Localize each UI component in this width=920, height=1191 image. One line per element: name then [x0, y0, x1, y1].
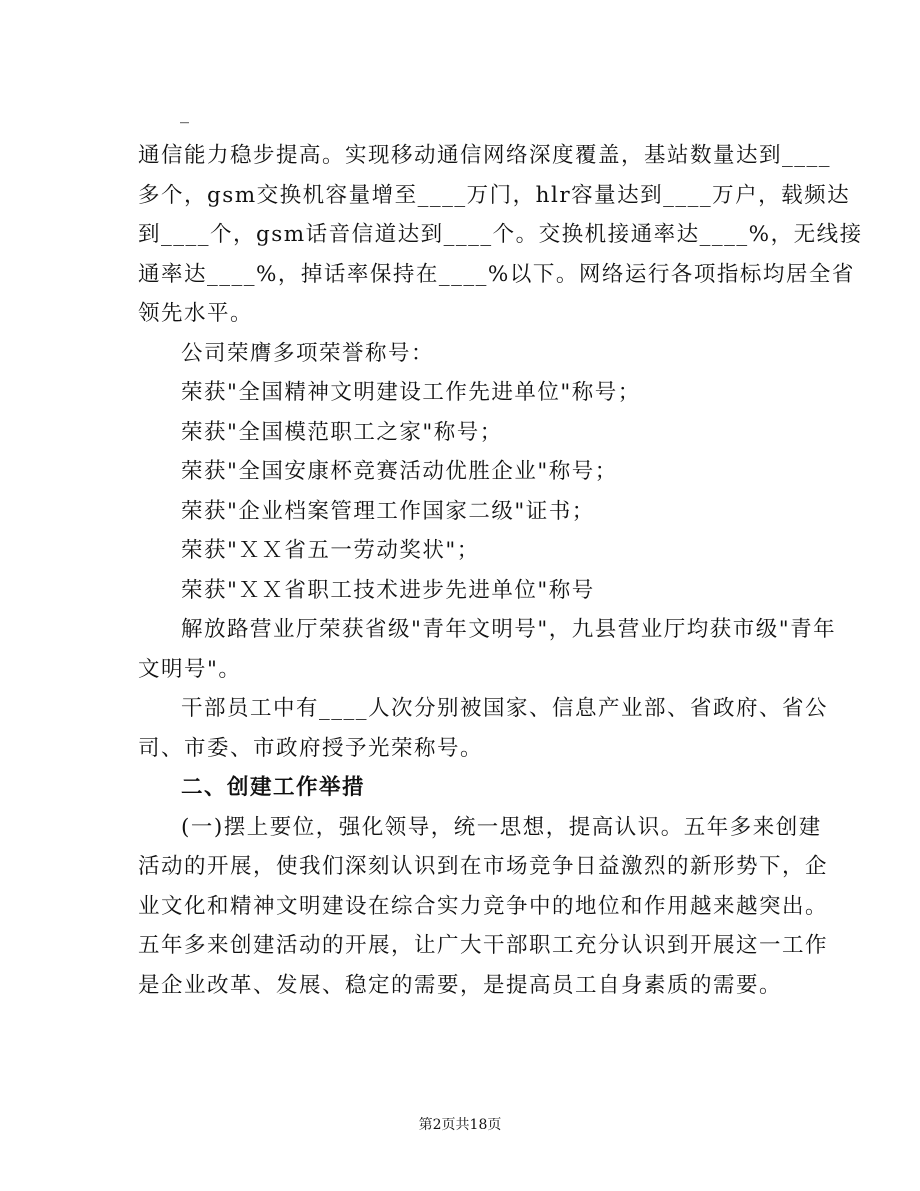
paragraph-staff-honors — [138, 689, 829, 768]
page-number-footer: 第2页共18页 — [418, 1117, 502, 1133]
top-mark: _ — [180, 103, 189, 124]
honor-item: 荣获"全国精神文明建设工作先进单位"称号； — [181, 380, 641, 405]
honor-item: 荣获"ＸＸ省五一劳动奖状"； — [181, 538, 480, 563]
section-heading: 二、创建工作举措 — [181, 775, 366, 800]
honor-item: 荣获"全国模范职工之家"称号； — [181, 419, 503, 445]
paragraph-branch-honors — [138, 610, 837, 689]
text-line: 领先水平。 — [138, 301, 254, 326]
paragraph-measures — [138, 808, 829, 1006]
paragraph-network-capacity — [138, 136, 863, 334]
honor-item: 荣获"企业档案管理工作国家二级"证书； — [181, 498, 595, 524]
text-line: 多个，gsm交换机容量增至____万门，hlr容量达到____万户，载频达 — [138, 182, 851, 208]
text-line: 五年多来创建活动的开展，让广大干部职工充分认识到开展这一工作 — [138, 933, 829, 958]
text-line: 是企业改革、发展、稳定的需要，是提高员工自身素质的需要。 — [138, 972, 783, 998]
honor-item: 荣获"全国安康杯竞赛活动优胜企业"称号； — [181, 459, 618, 484]
text-line: 司、市委、市政府授予光荣称号。 — [138, 735, 484, 761]
text-line: 活动的开展，使我们深刻认识到在市场竞争日益激烈的新形势下，企 — [138, 854, 829, 879]
text-line: (一)摆上要位，强化领导，统一思想，提高认识。五年多来创建 — [181, 814, 822, 840]
paragraph-honors-intro: 公司荣膺多项荣誉称号： — [181, 340, 435, 366]
text-line: 到____个，gsm话音信道达到____个。交换机接通率达____%，无线接 — [138, 222, 863, 247]
text-line: 解放路营业厅荣获省级"青年文明号"，九县营业厅均获市级"青年 — [181, 617, 837, 642]
text-line: 通率达____%，掉话率保持在____%以下。网络运行各项指标均居全省 — [138, 261, 855, 287]
honor-item: 荣获"ＸＸ省职工技术进步先进单位"称号 — [181, 577, 595, 603]
text-line: 文明号"。 — [138, 656, 242, 682]
text-line: 通信能力稳步提高。实现移动通信网络深度覆盖，基站数量达到____ — [138, 143, 832, 168]
document-body — [138, 136, 863, 1005]
text-line: 业文化和精神文明建设在综合实力竞争中的地位和作用越来越突出。 — [138, 893, 829, 919]
text-line: 干部员工中有____人次分别被国家、信息产业部、省政府、省公 — [181, 696, 829, 721]
